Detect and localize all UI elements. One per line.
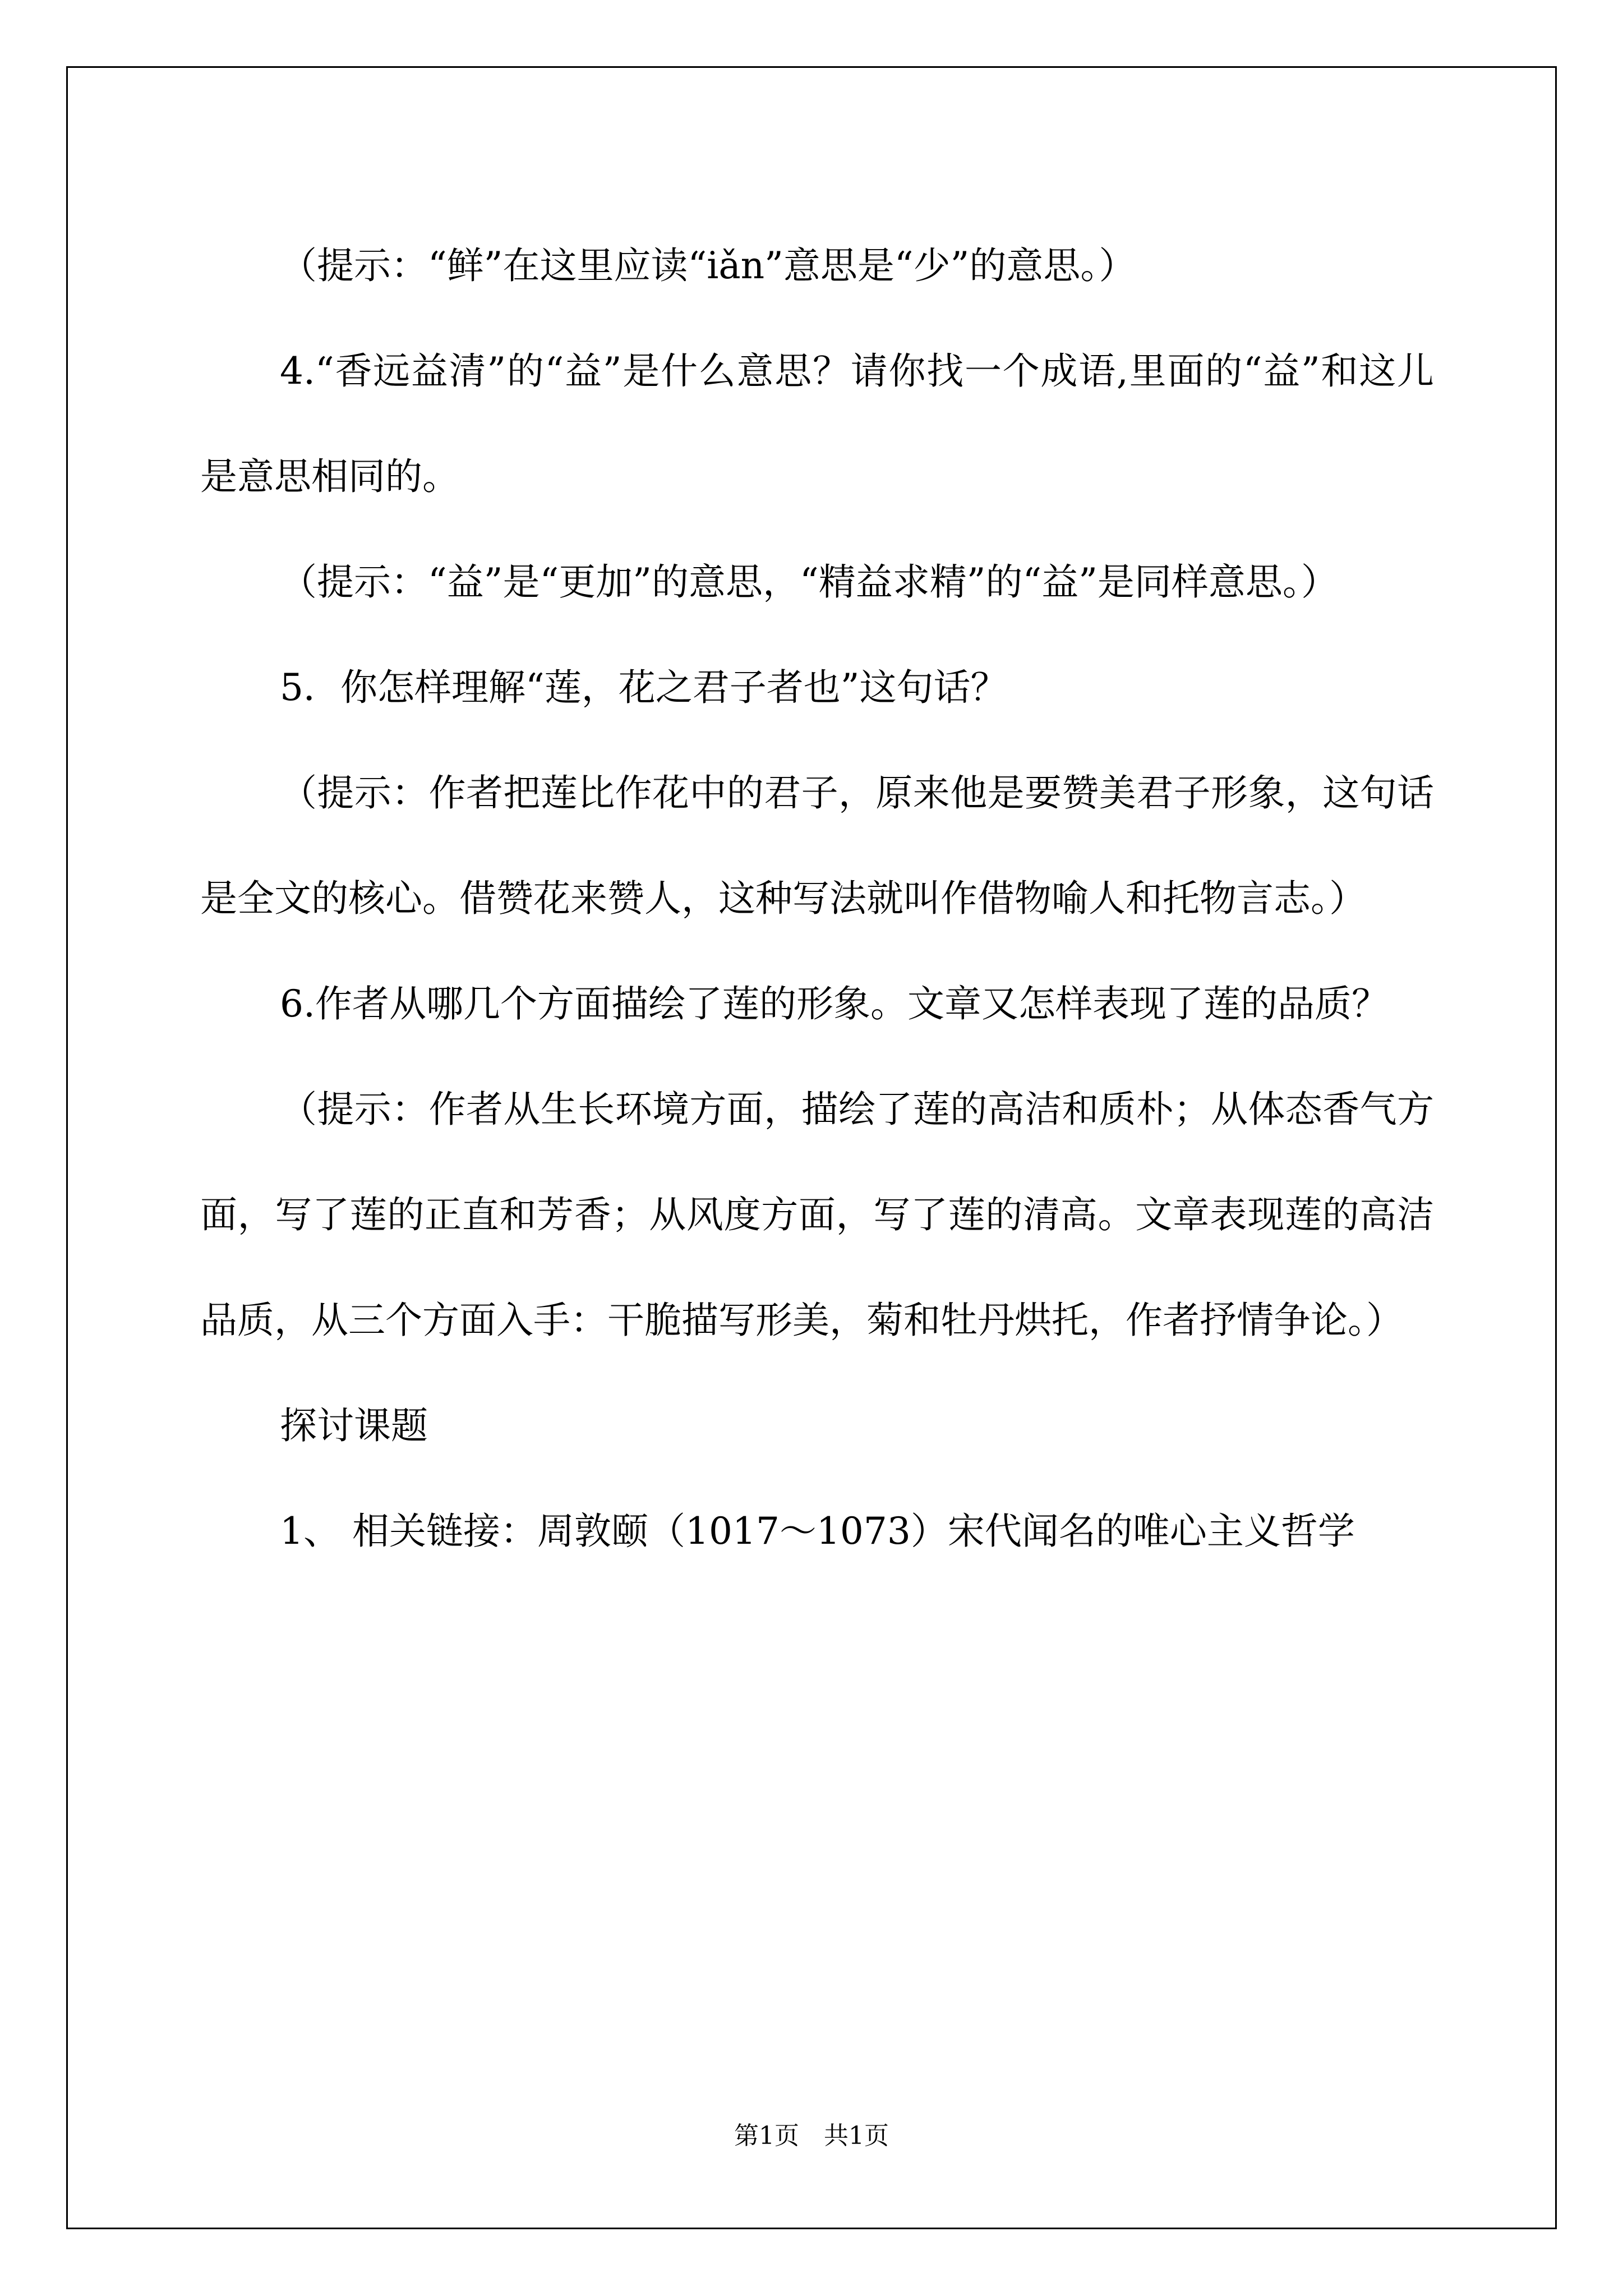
paragraph-question-6: 6.作者从哪几个方面描绘了莲的形象。文章又怎样表现了莲的品质？ (280, 982, 1389, 1025)
paragraph-hint-lotus-image: （提示：作者从生长环境方面，描绘了莲的高洁和质朴；从体态香气方面，写了莲的正直和芳香；从风度方面，写了莲的清高。文章表现莲的高洁品质，从三个方面入手：干脆描写形美，菊和牡丹烘托，作者抒情争论。） (200, 1088, 1434, 1342)
paragraph-hint-yi: （提示：“益”是“更加”的意思，“精益求精”的“益”是同样意思。） (280, 560, 1338, 604)
document-body (200, 213, 1434, 1584)
page-number-footer: 第1页 共1页 (734, 2122, 889, 2150)
paragraph-question-4: 4.“香远益清”的“益”是什么意思？请你找一个成语,里面的“益”和这儿是意思相同的。 (200, 349, 1434, 498)
paragraph-hint-junzi: （提示：作者把莲比作花中的君子，原来他是要赞美君子形象，这句话是全文的核心。借赞花来赞人，这种写法就叫作借物喻人和托物言志。） (200, 771, 1434, 920)
paragraph-hint-xian: （提示：“鲜”在这里应读“iǎn”意思是“少”的意思。） (280, 244, 1136, 287)
paragraph-question-5: 5．你怎样理解“莲，花之君子者也”这句话？ (280, 666, 1008, 709)
paragraph-related-link: 1、 相关链接：周敦颐（1017～1073）宋代闻名的唯心主义哲学 (280, 1510, 1355, 1553)
section-heading-explore: 探讨课题 (280, 1404, 428, 1447)
